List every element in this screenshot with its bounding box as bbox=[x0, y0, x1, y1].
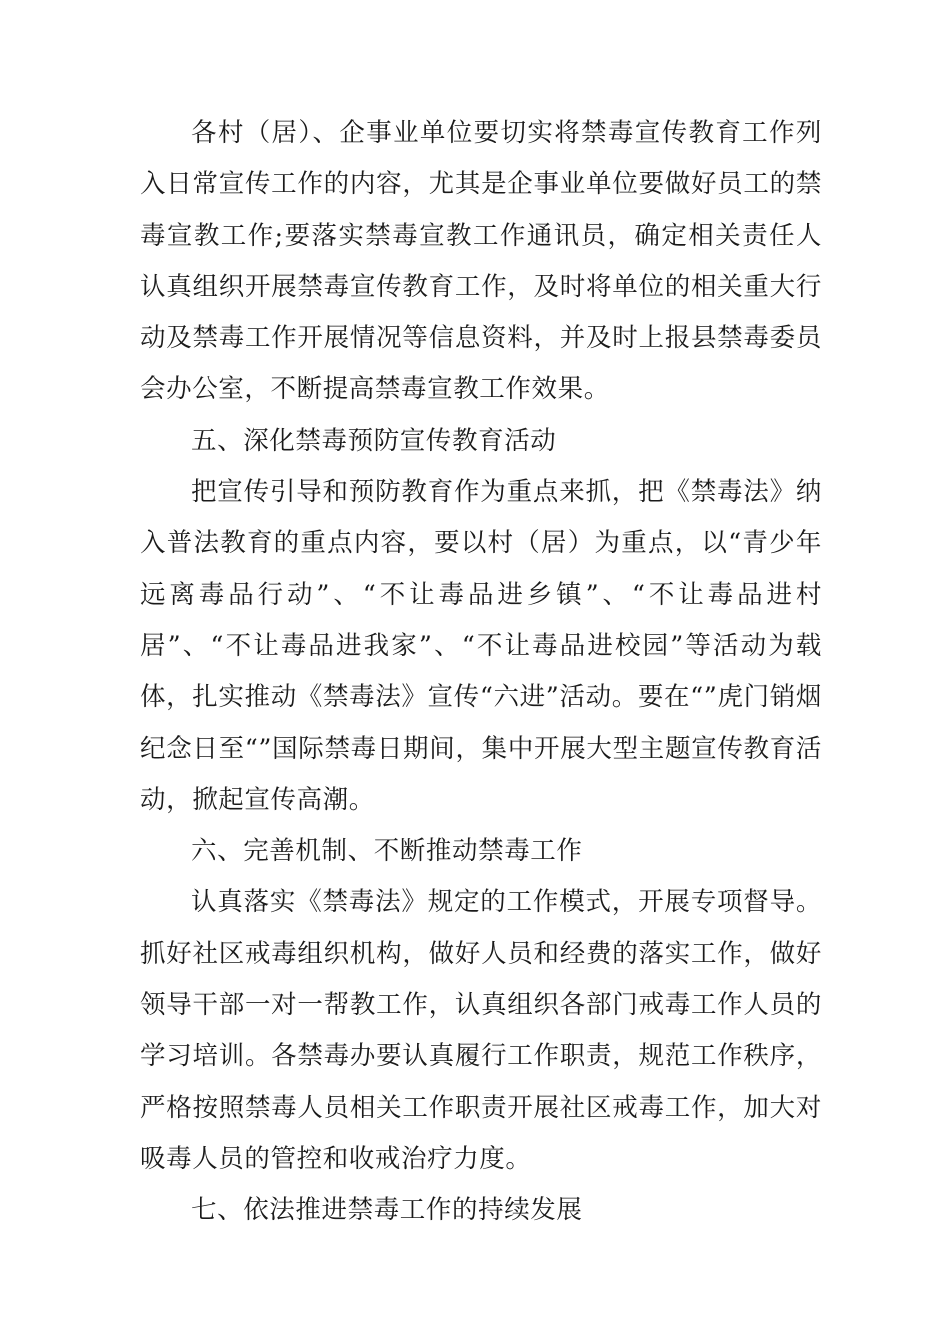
section-heading-7: 七、依法推进禁毒工作的持续发展 bbox=[191, 1195, 583, 1226]
document-body bbox=[140, 108, 822, 1237]
section-heading-5: 五、深化禁毒预防宣传教育活动 bbox=[191, 425, 557, 456]
paragraph-work-units: 各村（居）、企事业单位要切实将禁毒宣传教育工作列入日常宣传工作的内容，尤其是企事业单位要做好员工的禁毒宣教工作;要落实禁毒宣教工作通讯员，确定相关责任人认真组织开展禁毒宣传教育工作，及时将单位的相关重大行动及禁毒工作开展情况等信息资料，并及时上报县禁毒委员会办公室，不断提高禁毒宣教工作效果。 bbox=[140, 118, 822, 405]
paragraph-prevention-education: 把宣传引导和预防教育作为重点来抓，把《禁毒法》纳入普法教育的重点内容，要以村（居）为重点，以“青少年远离毒品行动”、“不让毒品进乡镇”、“不让毒品进村居”、“不让毒品进我家”、“不让毒品进校园”等活动为载体，扎实推动《禁毒法》宣传“六进”活动。要在“”虎门销烟纪念日至“”国际禁毒日期间，集中开展大型主题宣传教育活动，掀起宣传高潮。 bbox=[140, 477, 822, 815]
paragraph-mechanism: 认真落实《禁毒法》规定的工作模式，开展专项督导。抓好社区戒毒组织机构，做好人员和经费的落实工作，做好领导干部一对一帮教工作，认真组织各部门戒毒工作人员的学习培训。各禁毒办要认真履行工作职责，规范工作秩序，严格按照禁毒人员相关工作职责开展社区戒毒工作，加大对吸毒人员的管控和收戒治疗力度。 bbox=[140, 887, 822, 1174]
section-heading-6: 六、完善机制、不断推动禁毒工作 bbox=[191, 836, 583, 867]
